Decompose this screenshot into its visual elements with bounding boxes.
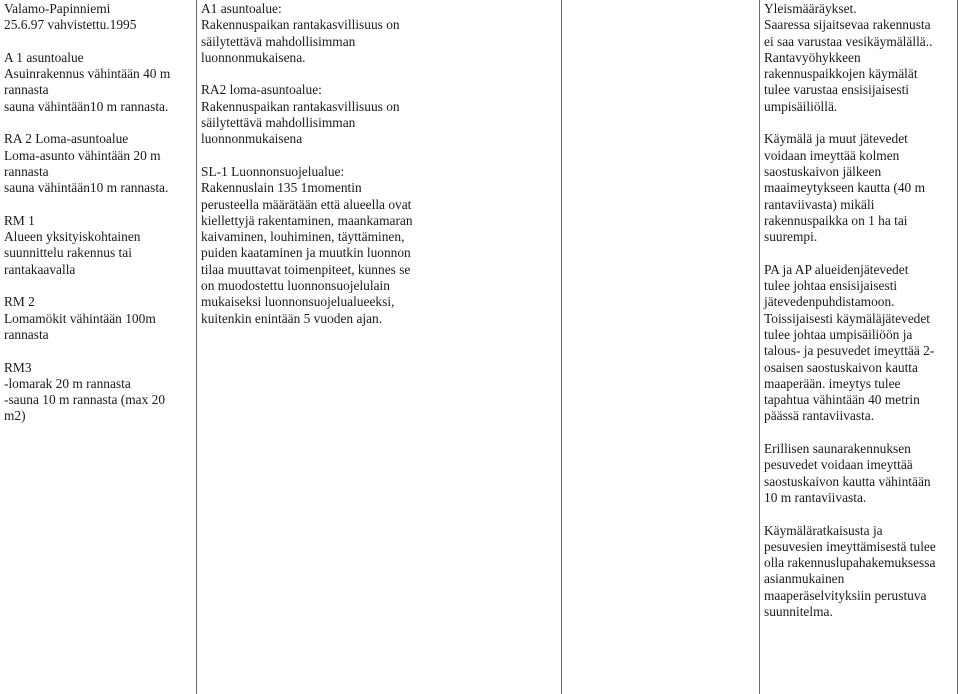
pa-ap-text: Toissijaisesti käymäläjätevedet: [764, 310, 931, 326]
general-regulations-text: ei saa varustaa vesikäymälällä..: [764, 33, 933, 49]
solutions-text: maaperäselvityksiin perustuva: [764, 587, 927, 603]
zone-rm2-title: RM 2: [4, 294, 35, 310]
pa-ap-text: tulee johtaa ensisijaisesti: [764, 278, 898, 294]
general-regulations-text: umpisäiliöllä.: [764, 98, 838, 114]
zone-ra2-title: RA 2 Loma-asuntoalue: [4, 131, 129, 147]
solutions-text: suunnitelma.: [764, 603, 833, 619]
zone-rm3-text: m2): [4, 408, 26, 424]
plan-name: Valamo-Papinniemi: [4, 1, 111, 16]
zone-a1-text: rannasta: [4, 82, 49, 98]
zone-rm1-text: Alueen yksityiskohtainen: [4, 229, 141, 245]
regulation-a1-text: luonnonmukaisena.: [201, 49, 306, 65]
regulation-sl1-text: kiellettyjä rakentaminen, maankamaran: [201, 212, 413, 228]
wastewater-regulations-column: [759, 0, 959, 694]
regulation-ra2-title: RA2 loma-asuntoalue:: [201, 82, 322, 98]
empty-column: [561, 0, 759, 694]
regulation-sl1-text: Rakennuslain 135 1momentin: [201, 180, 362, 196]
zone-a1: [4, 50, 196, 115]
sauna-text: pesuvedet voidaan imeyttää: [764, 457, 913, 473]
regulation-a1-text: säilytettävä mahdollisimman: [201, 33, 356, 49]
pa-ap-text: tapahtua vähintään 40 metrin: [764, 392, 920, 408]
pa-ap-text: jätevedenpuhdistamoon.: [764, 294, 895, 310]
pa-ap-paragraph: [764, 262, 959, 425]
pa-ap-text: päässä rantaviivasta.: [764, 408, 875, 424]
toilet-wastewater-text: maaimeytykseen kautta (40 m: [764, 180, 926, 196]
zone-a1-title: A 1 asuntoalue: [4, 49, 84, 65]
zoning-areas-column: [0, 0, 196, 694]
regulation-a1: [201, 1, 561, 66]
toilet-wastewater-text: suurempi.: [764, 229, 818, 245]
regulation-sl1-text: kaivaminen, louhiminen, täyttäminen,: [201, 229, 405, 245]
regulation-ra2: [201, 82, 561, 147]
regulation-ra2-text: säilytettävä mahdollisimman: [201, 115, 356, 131]
solutions-text: asianmukainen: [764, 571, 845, 587]
pa-ap-text: tulee johtaa umpisäiliöön ja: [764, 326, 913, 342]
solutions-paragraph: [764, 523, 959, 621]
toilet-wastewater-text: rakennuspaikka on 1 ha tai: [764, 212, 908, 228]
zone-rm2-text: rannasta: [4, 326, 49, 342]
zone-ra2-text: rannasta: [4, 163, 49, 179]
toilet-wastewater-text: rantaviivasta) mikäli: [764, 196, 875, 212]
toilet-wastewater-paragraph: [764, 131, 959, 245]
toilet-wastewater-text: voidaan imeyttää kolmen: [764, 147, 900, 163]
regulation-ra2-text: luonnonmukaisena: [201, 131, 303, 147]
general-regulations-title: Yleismääräykset.: [764, 1, 857, 16]
zone-rm1-title: RM 1: [4, 212, 35, 228]
regulation-sl1-title: SL-1 Luonnonsuojelualue:: [201, 163, 345, 179]
pa-ap-text: maaperään. imeytys tulee: [764, 375, 901, 391]
general-regulations: [764, 1, 959, 115]
toilet-wastewater-text: saostuskaivon jälkeen: [764, 163, 882, 179]
sauna-text: Erillisen saunarakennuksen: [764, 441, 911, 457]
zone-ra2-text: sauna vähintään10 m rannasta.: [4, 180, 169, 196]
zone-a1-text: Asuinrakennus vähintään 40 m: [4, 66, 171, 82]
sauna-text: saostuskaivon kautta vähintään: [764, 473, 931, 489]
regulation-ra2-text: Rakennuspaikan rantakasvillisuus on: [201, 98, 400, 114]
pa-ap-text: PA ja AP alueidenjätevedet: [764, 261, 909, 277]
regulation-sl1: [201, 164, 561, 327]
zone-rm2-text: Lomamökit vähintään 100m: [4, 310, 156, 326]
solutions-text: Käymäläratkaisusta ja: [764, 522, 883, 538]
general-regulations-text: tulee varustaa ensisijaisesti: [764, 82, 910, 98]
vegetation-regulations-column: [196, 0, 561, 694]
zone-rm3-text: -lomarak 20 m rannasta: [4, 375, 131, 391]
zone-a1-text: sauna vähintään10 m rannasta.: [4, 98, 169, 114]
solutions-text: olla rakennuslupahakemuksessa: [764, 555, 936, 571]
regulation-sl1-text: perusteella määrätään että alueella ovat: [201, 196, 412, 212]
regulation-a1-text: Rakennuspaikan rantakasvillisuus on: [201, 17, 400, 33]
regulation-sl1-text: puiden kaataminen ja muutkin luonnon: [201, 245, 411, 261]
zone-ra2: [4, 131, 196, 196]
regulation-sl1-text: kuitenkin enintään 5 vuoden ajan.: [201, 310, 383, 326]
zone-rm1-text: rantakaavalla: [4, 261, 76, 277]
toilet-wastewater-text: Käymälä ja muut jätevedet: [764, 131, 908, 147]
zone-rm3: [4, 360, 196, 425]
zone-rm2: [4, 294, 196, 343]
general-regulations-text: rakennuspaikkojen käymälät: [764, 66, 918, 82]
zone-rm1-text: suunnittelu rakennus tai: [4, 245, 132, 261]
regulation-sl1-text: tilaa muuttavat toimenpiteet, kunnes se: [201, 261, 411, 277]
zone-ra2-text: Loma-asunto vähintään 20 m: [4, 147, 161, 163]
pa-ap-text: talous- ja pesuvedet imeyttää 2-: [764, 343, 935, 359]
plan-header: [4, 1, 196, 34]
regulation-a1-title: A1 asuntoalue:: [201, 1, 282, 16]
general-regulations-text: Rantavyöhykkeen: [764, 49, 861, 65]
plan-date: 25.6.97 vahvistettu.1995: [4, 17, 137, 33]
sauna-text: 10 m rantaviivasta.: [764, 489, 867, 505]
regulation-sl1-text: on muodostettu luonnonsuojelulain: [201, 278, 390, 294]
regulation-sl1-text: mukaiseksi luonnonsuojelualueeksi,: [201, 294, 395, 310]
general-regulations-text: Saaressa sijaitsevaa rakennusta: [764, 17, 931, 33]
zone-rm3-title: RM3: [4, 359, 32, 375]
pa-ap-text: osaisen saostuskaivon kautta: [764, 359, 918, 375]
zone-rm1: [4, 213, 196, 278]
sauna-paragraph: [764, 441, 959, 506]
zone-rm3-text: -sauna 10 m rannasta (max 20: [4, 392, 166, 408]
solutions-text: pesuvesien imeyttämisestä tulee: [764, 538, 936, 554]
